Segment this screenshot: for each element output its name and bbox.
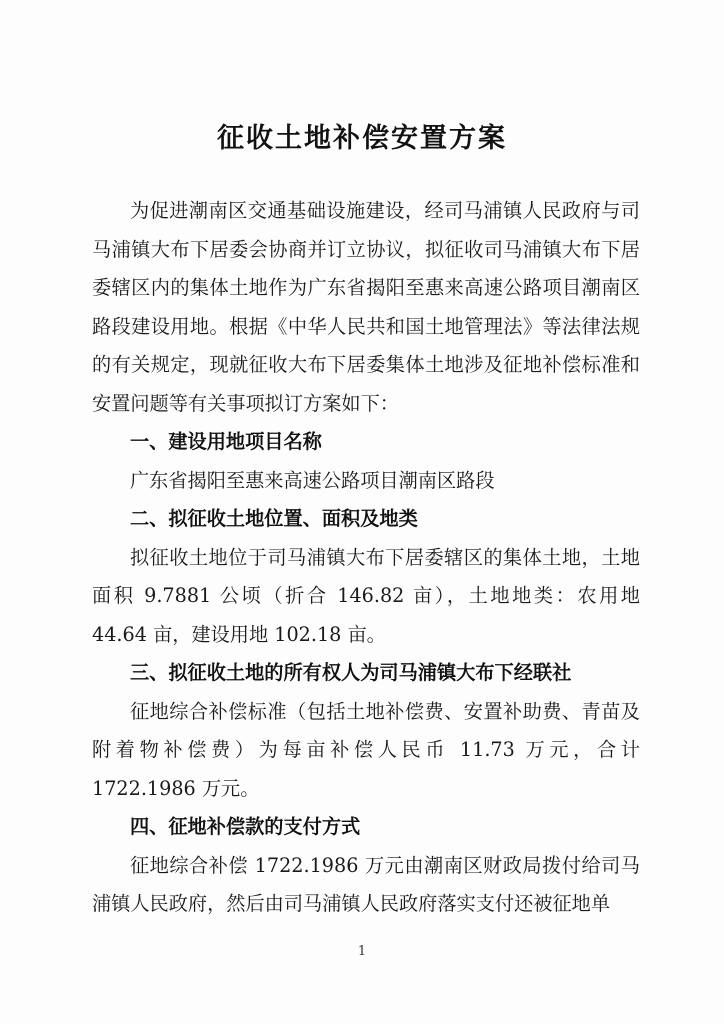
section-4-text: 征地综合补偿 1722.1986 万元由潮南区财政局拨付给司马浦镇人民政府，然后由司马浦镇人民政府落实支付还被征地单 [92,853,640,915]
document-title: 征收土地补偿安置方案 [217,123,507,154]
section-2-text: 拟征收土地位于司马浦镇大布下居委辖区的集体土地，土地面积 9.7881 公顷（折合 146.82 亩），土地地类：农用地 44.64 亩，建设用地 102.18 亩。 [92,545,640,646]
section-3-heading: 三、拟征收土地的所有权人为司马浦镇大布下经联社 [130,661,572,684]
section-1-text: 广东省揭阳至惠来高速公路项目潮南区路段 [130,468,495,492]
page-number: 1 [357,944,367,959]
intro-paragraph: 为促进潮南区交通基础设施建设，经司马浦镇人民政府与司马浦镇大布下居委会协商并订立协议，拟征收司马浦镇大布下居委辖区内的集体土地作为广东省揭阳至惠来高速公路项目潮南区路段建设用地。根据《中华人民共和国土地管理法》等法律法规的有关规定，现就征收大布下居委集体土地涉及征地补偿标准和安置问题等有关事项拟订方案如下： [92,199,640,415]
section-4-heading: 四、征地补偿款的支付方式 [130,815,361,838]
section-1-heading: 一、建设用地项目名称 [130,430,322,453]
section-3-text: 征地综合补偿标准（包括土地补偿费、安置补助费、青苗及附着物补偿费）为每亩补偿人民币 11.73 万元，合计 1722.1986 万元。 [92,699,640,800]
section-2-heading: 二、拟征收土地位置、面积及地类 [130,507,418,530]
document-body [92,192,640,924]
